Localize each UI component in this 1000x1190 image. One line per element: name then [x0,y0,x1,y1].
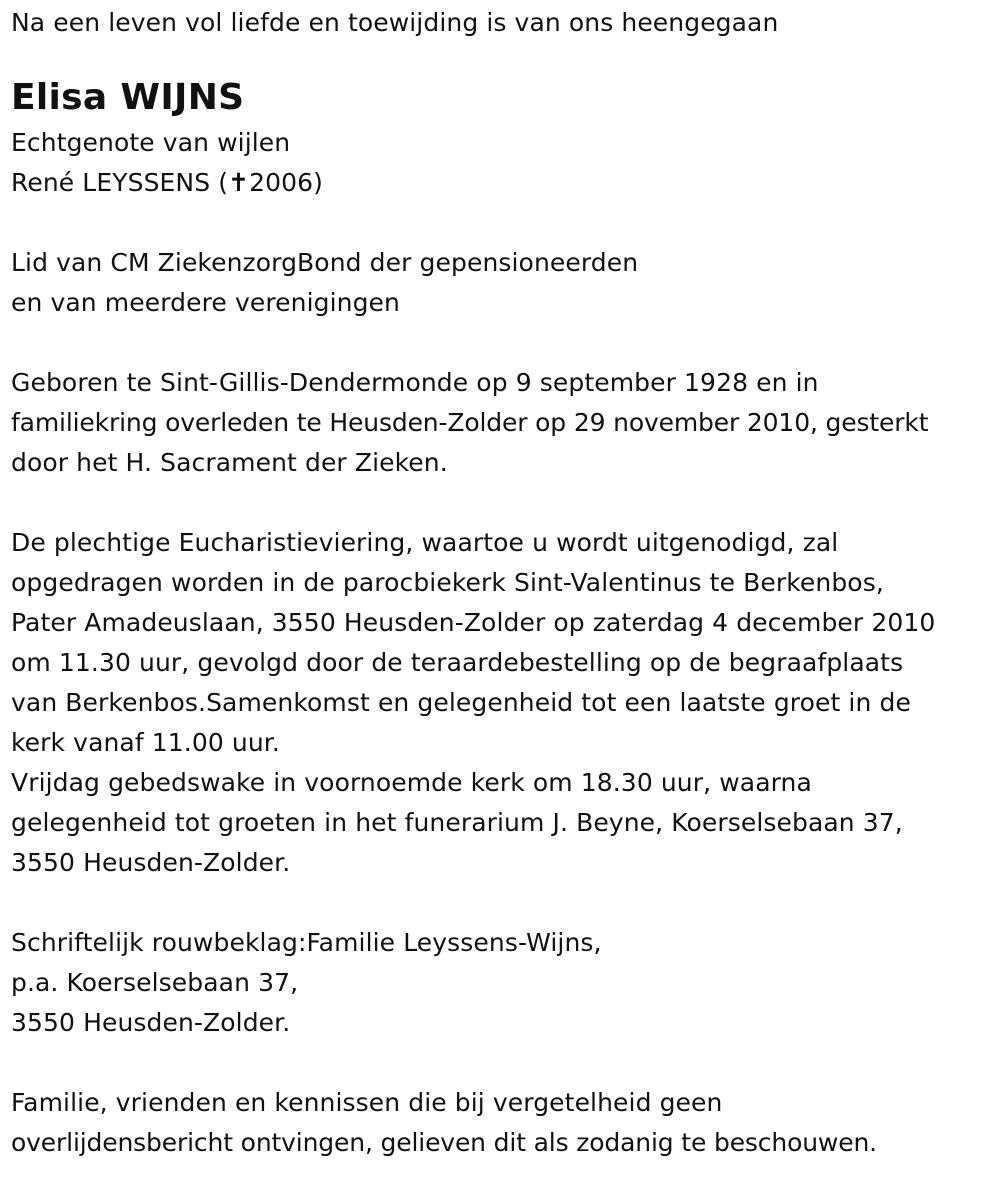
intro-text: Na een leven vol liefde en toewijding is van ons heengegaan [11,8,779,37]
ceremony-line: Pater Amadeuslaan, 3550 Heusden-Zolder op zaterdag 4 december 2010 [11,608,936,637]
spacer [11,483,996,523]
ceremony-line: opgedragen worden in de parocbiekerk Sint-Valentinus te Berkenbos, [11,568,884,597]
condolence-line: 3550 Heusden-Zolder. [11,1008,291,1037]
ceremony-line: gelegenheid tot groeten in het funerarium J. Beyne, Koerselsebaan 37, [11,808,903,837]
birth-death-line: door het H. Sacrament der Zieken. [11,448,448,477]
deceased-name: Elisa WIJNS [11,77,245,118]
death-notice [11,3,996,1163]
ceremony-line: De plechtige Eucharistieviering, waartoe u wordt uitgenodigd, zal [11,528,839,557]
closing-line: Familie, vrienden en kennissen die bij vergetelheid geen [11,1088,723,1117]
ceremony-line: kerk vanaf 11.00 uur. [11,728,280,757]
ceremony-line: om 11.30 uur, gevolgd door de teraardebestelling op de begraafplaats [11,648,904,677]
condolence-line: Schriftelijk rouwbeklag:Familie Leyssens-Wijns, [11,928,602,957]
birth-death-line: familiekring overleden te Heusden-Zolder op 29 november 2010, gesterkt [11,408,929,437]
spacer [11,883,996,923]
ceremony-line: 3550 Heusden-Zolder. [11,848,291,877]
closing-line: overlijdensbericht ontvingen, gelieven dit als zodanig te beschouwen. [11,1128,877,1157]
spacer [11,203,996,243]
birth-death-line: Geboren te Sint-Gillis-Dendermonde op 9 september 1928 en in [11,368,819,397]
condolence-line: p.a. Koerselsebaan 37, [11,968,299,997]
spouse-line-2: René LEYSSENS (✝2006) [11,168,324,197]
membership-line: en van meerdere verenigingen [11,288,400,317]
spacer [11,1043,996,1083]
ceremony-line: Vrijdag gebedswake in voornoemde kerk om 18.30 uur, waarna [11,768,812,797]
ceremony-line: van Berkenbos.Samenkomst en gelegenheid tot een laatste groet in de [11,688,911,717]
spouse-line-1: Echtgenote van wijlen [11,128,291,157]
spacer [11,323,996,363]
membership-line: Lid van CM ZiekenzorgBond der gepensioneerden [11,248,639,277]
